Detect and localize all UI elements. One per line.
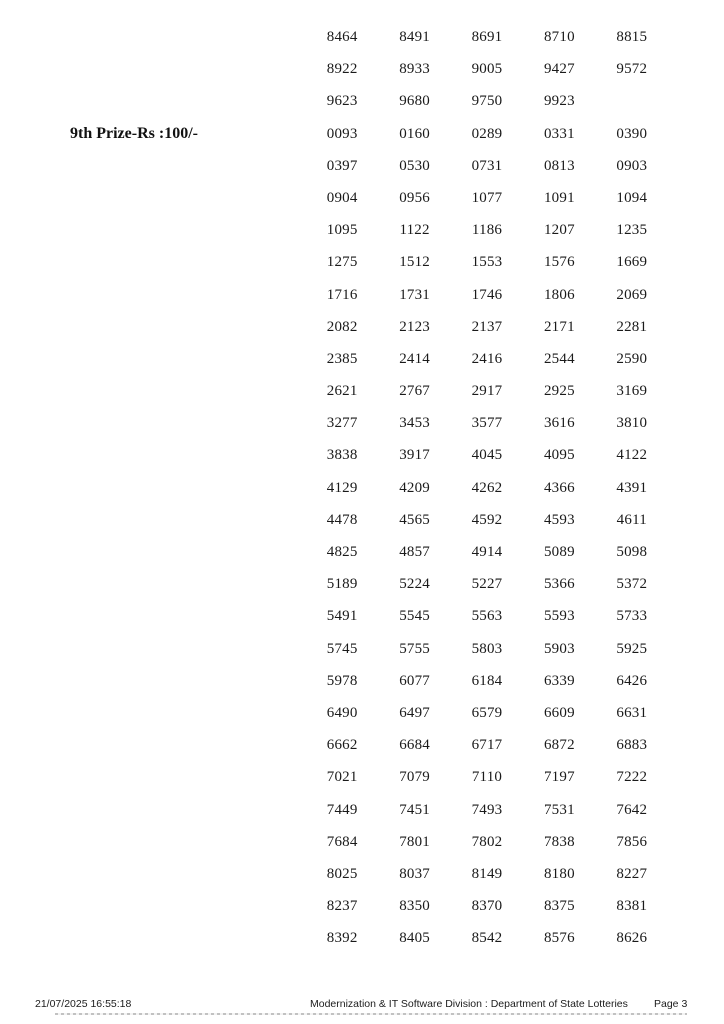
number-cell: 3169: [616, 383, 648, 400]
number-cell: 2414: [399, 350, 430, 367]
number-cell: 4045: [471, 447, 503, 464]
number-cell: 6077: [399, 672, 430, 689]
number-row: [306, 246, 668, 278]
number-cell: 9623: [326, 93, 358, 110]
number-cell: 6684: [399, 737, 430, 754]
number-cell: 8626: [616, 930, 648, 947]
number-cell: 7449: [326, 801, 358, 818]
number-cell: 5903: [543, 640, 575, 657]
number-cell: 4593: [543, 511, 575, 528]
number-cell: 5745: [326, 640, 358, 657]
number-cell: 2123: [399, 318, 430, 335]
number-cell: 0813: [543, 157, 575, 174]
number-cell: 8227: [616, 865, 648, 882]
number-cell: 1576: [543, 254, 575, 271]
number-cell: 7021: [326, 769, 358, 786]
number-cell: 1553: [471, 254, 503, 271]
number-cell: 0956: [399, 189, 430, 206]
number-cell: 5491: [326, 608, 358, 625]
number-cell: 5755: [399, 640, 430, 657]
number-cell: 4914: [471, 544, 503, 560]
number-cell: 9427: [543, 61, 575, 78]
number-cell: 1091: [543, 189, 575, 206]
number-cell: 8405: [399, 930, 430, 947]
number-cell: 7079: [399, 769, 430, 786]
number-cell: 2544: [543, 350, 575, 367]
number-cell: 6426: [616, 672, 648, 689]
number-cell: [596, 85, 668, 117]
number-cell: 2137: [471, 318, 503, 335]
number-cell: 4611: [616, 511, 647, 528]
number-cell: 4592: [471, 511, 503, 528]
number-cell: 4366: [543, 479, 575, 496]
number-cell: 7110: [471, 769, 503, 786]
number-row: [306, 375, 668, 407]
number-cell: 0331: [543, 125, 575, 142]
number-cell: 8375: [543, 898, 575, 915]
number-cell: 0289: [471, 125, 503, 142]
number-cell: 7642: [616, 801, 648, 818]
number-cell: 0530: [399, 157, 430, 174]
number-row: [306, 279, 668, 311]
number-cell: 5098: [616, 544, 648, 560]
number-cell: 6883: [616, 737, 648, 754]
number-cell: 1806: [543, 286, 575, 303]
number-row: [306, 794, 668, 826]
number-row: [306, 922, 668, 954]
number-row: [306, 858, 668, 890]
number-cell: 5089: [543, 544, 575, 560]
number-row: [306, 21, 668, 53]
number-cell: 3616: [543, 415, 575, 432]
number-cell: 8237: [326, 898, 358, 915]
number-cell: 6717: [471, 737, 503, 754]
number-cell: 4122: [616, 447, 648, 464]
number-cell: 2925: [543, 383, 575, 400]
number-cell: 5593: [543, 608, 575, 625]
number-cell: 5925: [616, 640, 648, 657]
number-cell: 2621: [326, 383, 358, 400]
number-row: [306, 826, 668, 858]
prize-tier-label: 9th Prize-Rs :100/-: [70, 125, 198, 142]
number-cell: 9923: [543, 93, 575, 110]
number-row: [306, 536, 668, 568]
number-cell: 5733: [616, 608, 648, 625]
number-cell: 7802: [471, 833, 503, 850]
number-cell: 2917: [471, 383, 503, 400]
number-cell: 4129: [326, 479, 358, 496]
number-cell: 6339: [543, 672, 575, 689]
number-cell: 7197: [543, 769, 575, 786]
number-cell: 9005: [471, 61, 503, 78]
number-cell: 6497: [399, 704, 430, 721]
number-row: [306, 472, 668, 504]
number-row: [306, 665, 668, 697]
number-cell: 4565: [399, 511, 430, 528]
number-cell: 0903: [616, 157, 648, 174]
number-cell: 5563: [471, 608, 503, 625]
number-cell: 1235: [616, 222, 648, 239]
number-cell: 8381: [616, 898, 648, 915]
number-row: [306, 150, 668, 182]
number-cell: 8350: [399, 898, 430, 915]
number-cell: 1122: [399, 222, 430, 239]
number-row: [306, 182, 668, 214]
number-cell: 0904: [326, 189, 358, 206]
number-cell: 7531: [543, 801, 575, 818]
number-cell: 5366: [543, 576, 575, 593]
number-cell: 5189: [326, 576, 358, 593]
number-cell: 1095: [326, 222, 358, 239]
footer-page-number: Page 3: [654, 998, 688, 1010]
number-cell: 5224: [399, 576, 430, 593]
number-row: [306, 118, 668, 150]
number-cell: 8922: [326, 61, 358, 78]
number-cell: 5372: [616, 576, 648, 593]
number-row: [306, 439, 668, 471]
number-cell: 2171: [543, 318, 575, 335]
bottom-separator-line: [55, 1013, 687, 1015]
number-cell: 1207: [543, 222, 575, 239]
number-cell: 9750: [471, 93, 503, 110]
number-cell: 4391: [616, 479, 648, 496]
number-cell: 3917: [399, 447, 430, 464]
number-cell: 1094: [616, 189, 648, 206]
number-cell: 7838: [543, 833, 575, 850]
number-row: [306, 343, 668, 375]
number-cell: 6872: [543, 737, 575, 754]
number-cell: 1731: [399, 286, 430, 303]
number-cell: 6662: [326, 737, 358, 754]
footer-division-text: Modernization & IT Software Division : Department of State Lotteries: [310, 998, 628, 1010]
number-cell: 0731: [471, 157, 503, 174]
number-cell: 4478: [326, 511, 358, 528]
number-row: [306, 761, 668, 793]
number-cell: 8025: [326, 865, 358, 882]
number-cell: 8815: [616, 29, 648, 45]
number-cell: 7451: [399, 801, 430, 818]
number-cell: 1746: [471, 286, 503, 303]
number-cell: 8037: [399, 865, 430, 882]
number-cell: 6579: [471, 704, 503, 721]
number-cell: 8933: [399, 61, 430, 78]
number-cell: 2385: [326, 350, 358, 367]
number-cell: 2590: [616, 350, 648, 367]
number-row: [306, 697, 668, 729]
number-cell: 7856: [616, 833, 648, 850]
number-row: [306, 568, 668, 600]
number-row: [306, 504, 668, 536]
number-cell: 1186: [471, 222, 503, 239]
number-cell: 0093: [326, 125, 358, 142]
number-cell: 8710: [543, 29, 575, 45]
number-cell: 1716: [326, 286, 358, 303]
number-cell: 2082: [326, 318, 358, 335]
number-cell: 4857: [399, 544, 430, 560]
number-cell: 6490: [326, 704, 358, 721]
number-cell: 3277: [326, 415, 358, 432]
number-row: [306, 85, 668, 117]
number-cell: 1275: [326, 254, 358, 271]
number-cell: 2416: [471, 350, 503, 367]
number-cell: 8370: [471, 898, 503, 915]
number-cell: 8149: [471, 865, 503, 882]
number-cell: 2069: [616, 286, 648, 303]
number-row: [306, 214, 668, 246]
number-cell: 6631: [616, 704, 648, 721]
number-cell: 3453: [399, 415, 430, 432]
number-cell: 7684: [326, 833, 358, 850]
number-cell: 1077: [471, 189, 503, 206]
number-cell: 8576: [543, 930, 575, 947]
number-cell: 5978: [326, 672, 358, 689]
number-row: [306, 407, 668, 439]
number-row: [306, 729, 668, 761]
number-cell: 8392: [326, 930, 358, 947]
number-cell: 7222: [616, 769, 648, 786]
number-row: [306, 600, 668, 632]
number-cell: 1669: [616, 254, 648, 271]
page-footer: [0, 996, 724, 1012]
number-cell: 8464: [326, 29, 358, 45]
number-cell: 9680: [399, 93, 430, 110]
number-cell: 6184: [471, 672, 503, 689]
number-cell: 8691: [471, 29, 503, 45]
number-cell: 3577: [471, 415, 503, 432]
number-cell: 0390: [616, 125, 648, 142]
number-cell: 8542: [471, 930, 503, 947]
number-cell: 1512: [399, 254, 430, 271]
number-cell: 3810: [616, 415, 648, 432]
number-row: [306, 890, 668, 922]
number-cell: 8180: [543, 865, 575, 882]
number-cell: 2281: [616, 318, 648, 335]
number-cell: 0397: [326, 157, 358, 174]
number-cell: 4209: [399, 479, 430, 496]
number-cell: 9572: [616, 61, 648, 78]
number-cell: 0160: [399, 125, 430, 142]
number-cell: 5227: [471, 576, 503, 593]
number-cell: 6609: [543, 704, 575, 721]
footer-timestamp: 21/07/2025 16:55:18: [35, 998, 132, 1010]
number-cell: 7801: [399, 833, 430, 850]
number-cell: 4095: [543, 447, 575, 464]
number-cell: 5545: [399, 608, 430, 625]
number-row: [306, 53, 668, 85]
number-cell: 2767: [399, 383, 430, 400]
number-row: [306, 633, 668, 665]
number-cell: 4825: [326, 544, 358, 560]
results-grid: [306, 21, 668, 954]
number-cell: 5803: [471, 640, 503, 657]
number-cell: 7493: [471, 801, 503, 818]
number-row: [306, 311, 668, 343]
number-cell: 3838: [326, 447, 358, 464]
number-cell: 8491: [399, 29, 430, 45]
number-cell: 4262: [471, 479, 503, 496]
